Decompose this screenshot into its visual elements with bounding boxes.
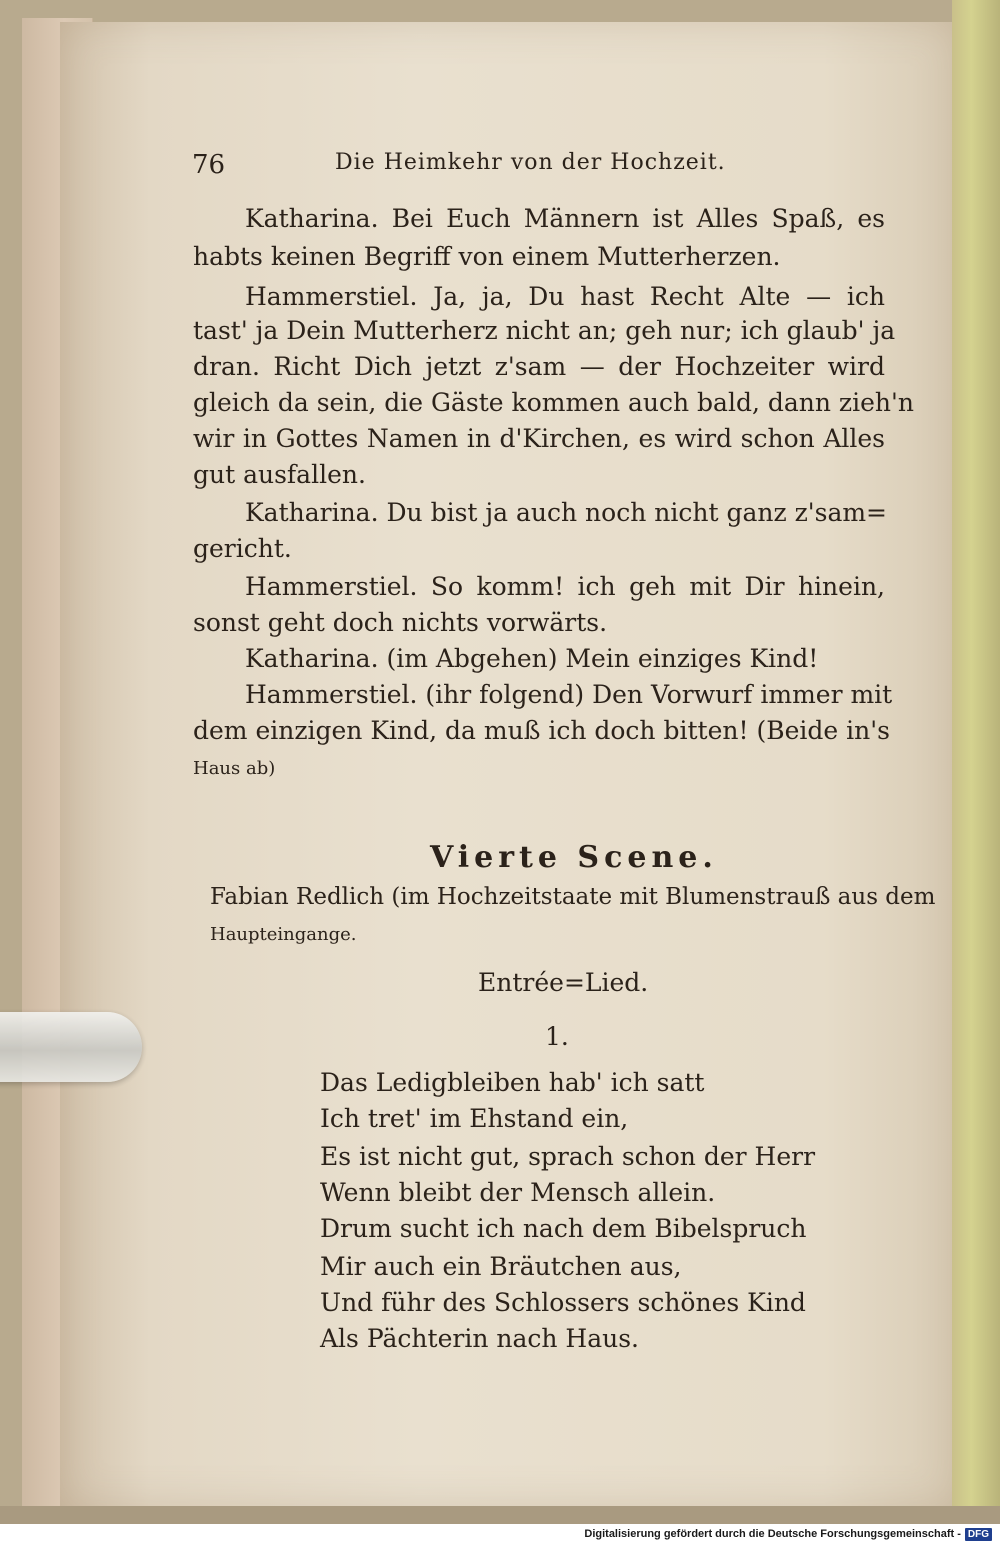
verse-line: Das Ledigbleiben hab' ich satt <box>320 1068 705 1097</box>
scan-bottom-edge <box>0 1506 1000 1524</box>
text-line: gericht. <box>193 534 292 563</box>
text-line: habts keinen Begriff von einem Mutterherzen. <box>193 242 781 271</box>
text-line: gleich da sein, die Gäste kommen auch bald, dann zieh'n <box>193 388 914 417</box>
digitization-credit <box>584 1526 992 1542</box>
text-line: gut ausfallen. <box>193 460 366 489</box>
scene-heading: Vierte Scene. <box>430 840 718 875</box>
verse-line: Als Pächterin nach Haus. <box>320 1324 640 1353</box>
verse-line: Drum sucht ich nach dem Bibelspruch <box>320 1214 807 1243</box>
scene-line: Fabian Redlich (im Hochzeitstaate mit Blumenstrauß aus dem <box>210 884 936 910</box>
credit-text: Digitalisierung gefördert durch die Deutsche Forschungsgemeinschaft - <box>584 1528 961 1540</box>
text-line: dran. Richt Dich jetzt z'sam — der Hochzeiter wird <box>193 352 885 381</box>
scene-line: Haupteingange. <box>210 924 357 945</box>
running-head: Die Heimkehr von der Hochzeit. <box>335 150 726 175</box>
text-line: sonst geht doch nichts vorwärts. <box>193 608 608 637</box>
stage-direction: Haus ab) <box>193 758 276 779</box>
text-line: Hammerstiel. So komm! ich geh mit Dir hinein, <box>245 572 885 601</box>
verse-line: Ich tret' im Ehstand ein, <box>320 1104 629 1133</box>
text-line: Hammerstiel. (ihr folgend) Den Vorwurf immer mit <box>245 680 893 709</box>
text-line: tast' ja Dein Mutterherz nicht an; geh nur; ich glaub' ja <box>193 316 896 345</box>
verse-line: Es ist nicht gut, sprach schon der Herr <box>320 1142 816 1171</box>
text-line: dem einzigen Kind, da muß ich doch bitten! (Beide in's <box>193 716 890 745</box>
text-line: Katharina. Bei Euch Männern ist Alles Spaß, es <box>245 204 885 233</box>
stanza-number: 1. <box>545 1022 569 1051</box>
text-line: wir in Gottes Namen in d'Kirchen, es wird schon Alles <box>193 424 885 453</box>
text-line: Katharina. Du bist ja auch noch nicht ganz z'sam= <box>245 498 888 527</box>
verse-line: Wenn bleibt der Mensch allein. <box>320 1178 716 1207</box>
book-spine <box>952 0 1000 1524</box>
page-number: 76 <box>192 150 226 180</box>
verse-line: Und führ des Schlossers schönes Kind <box>320 1288 806 1317</box>
text-line: Hammerstiel. Ja, ja, Du hast Recht Alte — ich <box>245 282 885 311</box>
verse-line: Mir auch ein Bräutchen aus, <box>320 1252 682 1281</box>
dfg-logo: DFG <box>965 1528 992 1541</box>
song-title: Entrée=Lied. <box>478 968 649 997</box>
page-clip <box>0 1012 142 1082</box>
text-line: Katharina. (im Abgehen) Mein einziges Kind! <box>245 644 819 673</box>
